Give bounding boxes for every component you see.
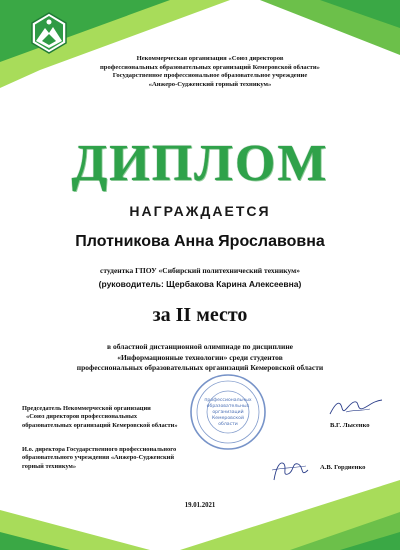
- stamp-text: профессиональных: [204, 398, 252, 403]
- stamp-text: Кемеровской: [212, 416, 244, 421]
- signature-block-1: [22, 405, 178, 430]
- signatory-name-1: В.Г. Лысенко: [330, 422, 370, 429]
- award-description: [40, 342, 360, 374]
- supervisor-line: (руководитель: Щербакова Карина Алексеевна): [98, 279, 302, 289]
- mountain-logo-icon: [28, 12, 70, 54]
- signature-title-line: образовательных организаций Кемеровской области»: [22, 421, 178, 429]
- awarded-heading: НАГРАЖДАЕТСЯ: [129, 203, 271, 219]
- signature-title-line: Председатель Некоммерческой организации: [22, 405, 151, 412]
- description-line: в областной дистанционной олимпиаде по дисциплине: [107, 342, 293, 351]
- description-line: профессиональных образовательных организаций Кемеровской области: [76, 363, 324, 372]
- stamp-text: области: [218, 422, 238, 427]
- bottom-green-band: [0, 470, 400, 550]
- diploma-title: ДИПЛОМ: [71, 135, 329, 192]
- organization-header: [60, 55, 360, 89]
- signature-scribble-2: [268, 456, 312, 486]
- stamp-text: организаций: [212, 410, 244, 415]
- org-line: профессиональных образовательных организаций Кемеровской области»: [100, 63, 320, 71]
- org-line: Государственное профессиональное образовательное учреждение: [112, 72, 308, 80]
- signature-scribble-1: [326, 396, 386, 420]
- place-award: за II место: [152, 304, 248, 326]
- stamp-text: образовательных: [206, 404, 250, 409]
- description-line: «Информационные технологии» среди студентов: [117, 352, 283, 362]
- recipient-name: Плотникова Анна Ярославовна: [75, 233, 325, 250]
- signature-title-line: И.о. директора Государственного профессионального: [22, 446, 177, 453]
- org-line: Некоммерческая организация «Союз директоров: [136, 55, 284, 62]
- signature-title-line: горный техникум»: [22, 462, 77, 470]
- issue-date: 19.01.2021: [184, 502, 216, 509]
- signature-block-2: [22, 446, 176, 471]
- signatory-name-2: А.В. Гордиенко: [320, 464, 366, 471]
- org-line: «Анжеро-Судженский горный техникум»: [148, 80, 272, 88]
- round-seal-stamp: [188, 372, 268, 452]
- student-line: студентка ГПОУ «Сибирский политехнический техникум»: [99, 266, 300, 275]
- signature-title-line: образовательного учреждения «Анжеро-Судженский: [22, 454, 175, 462]
- signature-title-line: «Союз директоров профессиональных: [26, 413, 138, 421]
